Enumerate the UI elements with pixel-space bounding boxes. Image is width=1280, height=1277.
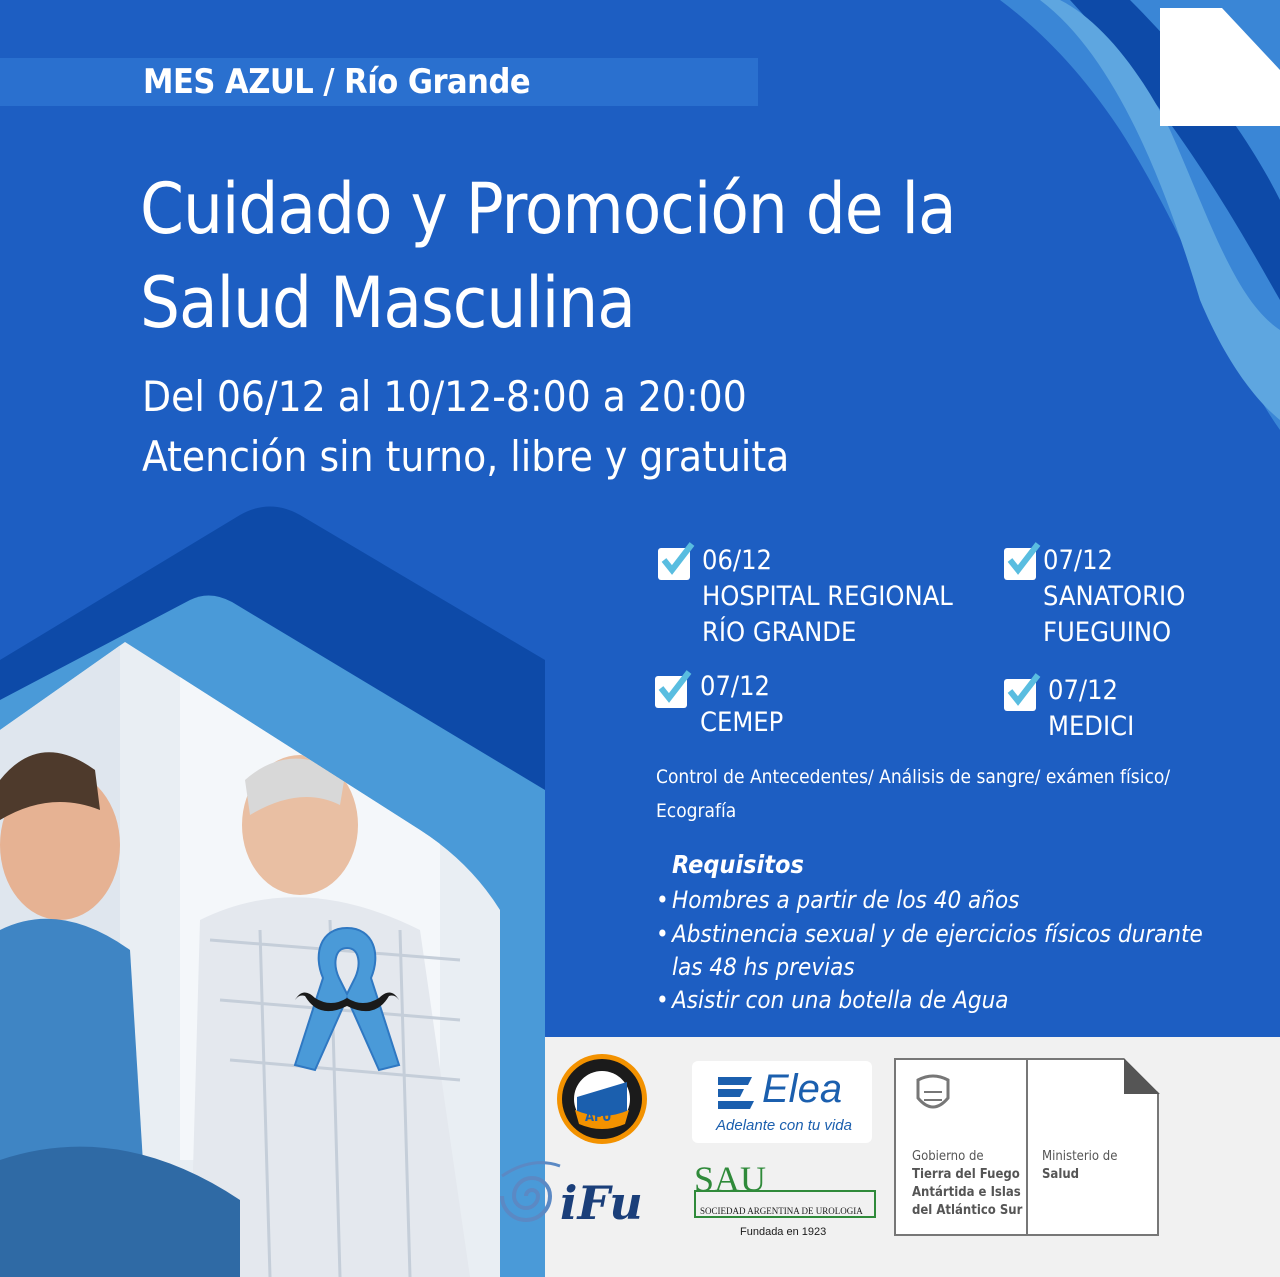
location-date: 07/12 — [1048, 675, 1118, 706]
location-name: HOSPITAL REGIONAL — [702, 581, 953, 612]
location-hospital-regional — [702, 543, 953, 651]
services-line2: Ecografía — [656, 800, 737, 822]
location-name-2: RÍO GRANDE — [702, 617, 857, 648]
ministry-line1: Ministerio de — [1042, 1149, 1118, 1164]
ifu-name: iFu — [560, 1176, 643, 1230]
gov-text — [912, 1148, 1022, 1220]
afu-abbr: AFU — [585, 1110, 612, 1125]
schedule-attention: Atención sin turno, libre y gratuita — [142, 432, 790, 481]
location-name: MEDICI — [1048, 711, 1135, 742]
requirements-title: Requisitos — [672, 850, 804, 879]
ministry-text — [1042, 1148, 1117, 1184]
checkbox-icon — [655, 676, 687, 708]
gov-shield-icon — [910, 1072, 956, 1118]
elea-logo — [692, 1061, 872, 1143]
location-medici — [1048, 673, 1134, 745]
corner-fold-icon — [1124, 1058, 1160, 1094]
ifu-swirl-icon — [492, 1156, 562, 1236]
location-sanatorio-fueguino — [1043, 543, 1185, 651]
afu-logo — [555, 1052, 650, 1147]
location-date: 07/12 — [1043, 545, 1113, 576]
services-list — [656, 760, 1216, 828]
location-name: CEMEP — [700, 707, 784, 738]
checkbox-icon — [658, 548, 690, 580]
requirement-item: • Hombres a partir de los 40 años — [656, 886, 1020, 914]
elea-name: Elea — [762, 1067, 843, 1111]
requirement-item: • Asistir con una botella de Agua — [656, 986, 1009, 1014]
checkbox-icon — [1004, 679, 1036, 711]
doctor-patient-photo — [0, 600, 545, 1277]
gov-line3: Antártida e Islas — [912, 1185, 1021, 1200]
ministry-line2: Salud — [1042, 1167, 1080, 1182]
location-name: SANATORIO — [1043, 581, 1186, 612]
page-title-line2: Salud Masculina — [140, 262, 635, 344]
sau-name: SAU — [694, 1159, 767, 1199]
requirement-item-cont: las 48 hs previas — [672, 953, 855, 981]
location-date: 07/12 — [700, 671, 770, 702]
gov-line1: Gobierno de — [912, 1149, 984, 1164]
requirement-item: • Abstinencia sexual y de ejercicios físicos durante — [656, 920, 1203, 948]
elea-mark-icon — [714, 1073, 758, 1113]
ribbon-icon — [285, 920, 410, 1075]
location-date: 06/12 — [702, 545, 772, 576]
checkbox-icon — [1004, 548, 1036, 580]
gov-line2: Tierra del Fuego — [912, 1167, 1020, 1182]
gov-logo — [894, 1058, 1159, 1236]
page-title-line1: Cuidado y Promoción de la — [140, 168, 956, 250]
location-cemep — [700, 669, 783, 741]
elea-tagline: Adelante con tu vida — [716, 1117, 852, 1134]
sau-full: SOCIEDAD ARGENTINA DE UROLOGIA — [700, 1206, 863, 1216]
services-line1: Control de Antecedentes/ Análisis de sangre/ exámen físico/ — [656, 766, 1171, 788]
gov-line4: del Atlántico Sur — [912, 1203, 1023, 1218]
campaign-tag: MES AZUL / Río Grande — [143, 62, 531, 102]
location-name-2: FUEGUINO — [1043, 617, 1172, 648]
schedule-dates: Del 06/12 al 10/12-8:00 a 20:00 — [142, 372, 747, 421]
sau-founded: Fundada en 1923 — [740, 1226, 827, 1238]
